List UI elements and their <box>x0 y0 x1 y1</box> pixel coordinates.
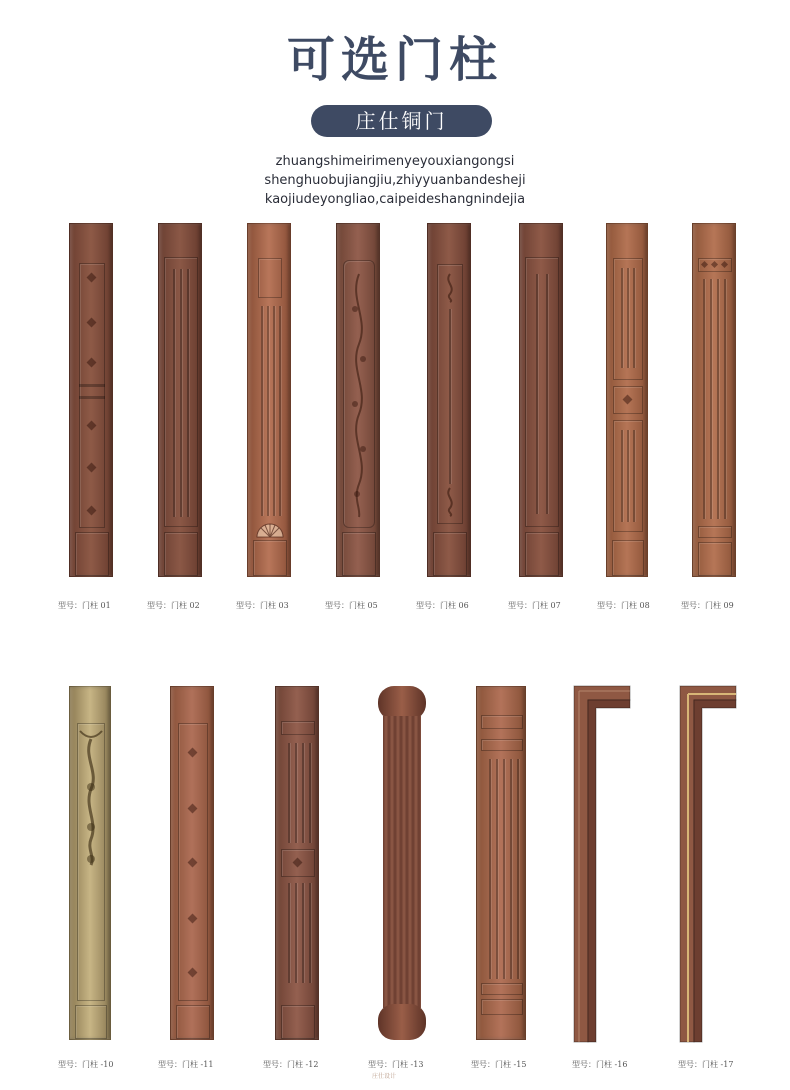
pillar-09-base-band <box>698 526 732 538</box>
pillar-08-lower-flute-3 <box>633 430 635 522</box>
pillar-03-flute-3 <box>273 306 275 516</box>
pillar-03-shell-ornament <box>255 522 285 538</box>
pillar-09-flute-1 <box>703 279 705 519</box>
pillar-12-upper-flute-4 <box>309 743 311 843</box>
pillar-09-flute-2 <box>710 279 712 519</box>
pillar-02-base <box>164 532 198 576</box>
pillar-13-capital <box>378 686 426 720</box>
pillar-16-label: 型号：门柱 -16 <box>572 1060 628 1069</box>
pillar-02-flute-2 <box>180 269 182 517</box>
pillar-10[interactable] <box>69 686 111 1040</box>
pillar-08-base <box>612 540 644 576</box>
pillar-03-flute-4 <box>279 306 281 516</box>
pillar-05-floral-carving <box>347 269 371 519</box>
pillar-01-base <box>75 532 109 576</box>
pillar-12-lower-flute-1 <box>288 883 290 983</box>
pillar-15-capital <box>481 715 523 729</box>
pillar-10-drape-carving <box>78 727 104 867</box>
pillar-13-label: 型号：门柱 -13 <box>368 1060 424 1069</box>
pillar-09[interactable] <box>692 223 736 577</box>
subtitle-line-1: zhuangshimeirimenyeyouxiangongsi <box>275 154 515 169</box>
pillar-17[interactable] <box>680 686 736 1042</box>
pillar-09-label: 型号：门柱 09 <box>681 601 734 610</box>
pillar-06-top-ornament <box>442 272 458 302</box>
page-title: 可选门柱 <box>286 32 503 88</box>
pillar-01-label: 型号：门柱 01 <box>58 601 111 610</box>
pillar-12-lower-flute-4 <box>309 883 311 983</box>
pillar-07-flute-2 <box>546 274 548 514</box>
pillar-05-label: 型号：门柱 05 <box>325 601 378 610</box>
pillar-02-flute-1 <box>173 269 175 517</box>
pillar-03-base <box>253 540 287 576</box>
pillar-12-base <box>281 1005 315 1039</box>
pillar-01-band-1 <box>79 384 105 387</box>
pillar-03[interactable] <box>247 223 291 577</box>
pillar-12-capital <box>281 721 315 735</box>
pillar-12[interactable] <box>275 686 319 1040</box>
watermark: 庄仕设计 <box>372 1073 397 1080</box>
pillar-12-upper-flute-1 <box>288 743 290 843</box>
pillar-09-base <box>698 542 732 576</box>
pillar-08-lower-flute-1 <box>621 430 623 522</box>
pillar-03-flute-2 <box>267 306 269 516</box>
pillar-15-flute-1 <box>489 759 491 979</box>
pillar-12-upper-flute-3 <box>302 743 304 843</box>
pillar-11-label: 型号：门柱 -11 <box>158 1060 214 1069</box>
pillar-03-label: 型号：门柱 03 <box>236 601 289 610</box>
subtitle-line-3: kaojiudeyongliao,caipeideshangnindejia <box>264 192 526 207</box>
pillar-16[interactable] <box>574 686 630 1042</box>
pillar-06[interactable] <box>427 223 471 577</box>
pillar-06-label: 型号：门柱 06 <box>416 601 469 610</box>
pillar-02[interactable] <box>158 223 202 577</box>
pillar-03-capital <box>258 258 282 298</box>
pillar-15[interactable] <box>476 686 526 1040</box>
pillar-08-label: 型号：门柱 08 <box>597 601 650 610</box>
pillar-09-flute-4 <box>724 279 726 519</box>
pillar-06-base <box>433 532 467 576</box>
pillar-17-label: 型号：门柱 -17 <box>678 1060 734 1069</box>
pillar-15-flute-2 <box>496 759 498 979</box>
pillar-15-label: 型号：门柱 -15 <box>471 1060 527 1069</box>
pillar-15-flute-5 <box>517 759 519 979</box>
pillar-12-label: 型号：门柱 -12 <box>263 1060 319 1069</box>
pillar-12-lower-flute-3 <box>302 883 304 983</box>
pillar-03-flute-1 <box>261 306 263 516</box>
pillar-15-flute-4 <box>510 759 512 979</box>
pillar-15-base-band <box>481 983 523 995</box>
pillar-08-upper-flute-1 <box>621 268 623 368</box>
pillar-07-flute-1 <box>536 274 538 514</box>
pillar-10-base <box>75 1005 107 1039</box>
pillar-13-base <box>378 1004 426 1040</box>
pillar-11-base <box>176 1005 210 1039</box>
pillar-02-flute-3 <box>187 269 189 517</box>
pillar-05[interactable] <box>336 223 380 577</box>
pillar-06-bottom-ornament <box>442 486 458 516</box>
pillar-15-base <box>481 999 523 1015</box>
pillar-07-panel <box>525 257 559 527</box>
pillar-08[interactable] <box>606 223 648 577</box>
pillar-13-shaft <box>383 716 421 1008</box>
pillar-12-upper-flute-2 <box>295 743 297 843</box>
pillar-08-lower-flute-2 <box>627 430 629 522</box>
pillar-15-flute-3 <box>503 759 505 979</box>
pillar-08-upper-flute-2 <box>627 268 629 368</box>
pillar-13[interactable] <box>378 686 426 1040</box>
pillar-07[interactable] <box>519 223 563 577</box>
pillar-07-base <box>525 532 559 576</box>
pillar-01[interactable] <box>69 223 113 577</box>
pillar-06-flute <box>449 309 451 484</box>
brand-badge: 庄仕铜门 <box>311 105 492 137</box>
pillar-15-capital-band <box>481 739 523 751</box>
pillar-12-lower-flute-2 <box>295 883 297 983</box>
pillar-07-label: 型号：门柱 07 <box>508 601 561 610</box>
pillar-10-label: 型号：门柱 -10 <box>58 1060 114 1069</box>
pillar-02-label: 型号：门柱 02 <box>147 601 200 610</box>
subtitle-block <box>0 152 790 209</box>
pillar-01-band-2 <box>79 396 105 399</box>
pillar-05-base <box>342 532 376 576</box>
pillar-09-flute-3 <box>717 279 719 519</box>
subtitle-line-2: shenghuobujiangjiu,zhiyyuanbandesheji <box>264 173 526 188</box>
pillar-08-upper-flute-3 <box>633 268 635 368</box>
pillar-11[interactable] <box>170 686 214 1040</box>
